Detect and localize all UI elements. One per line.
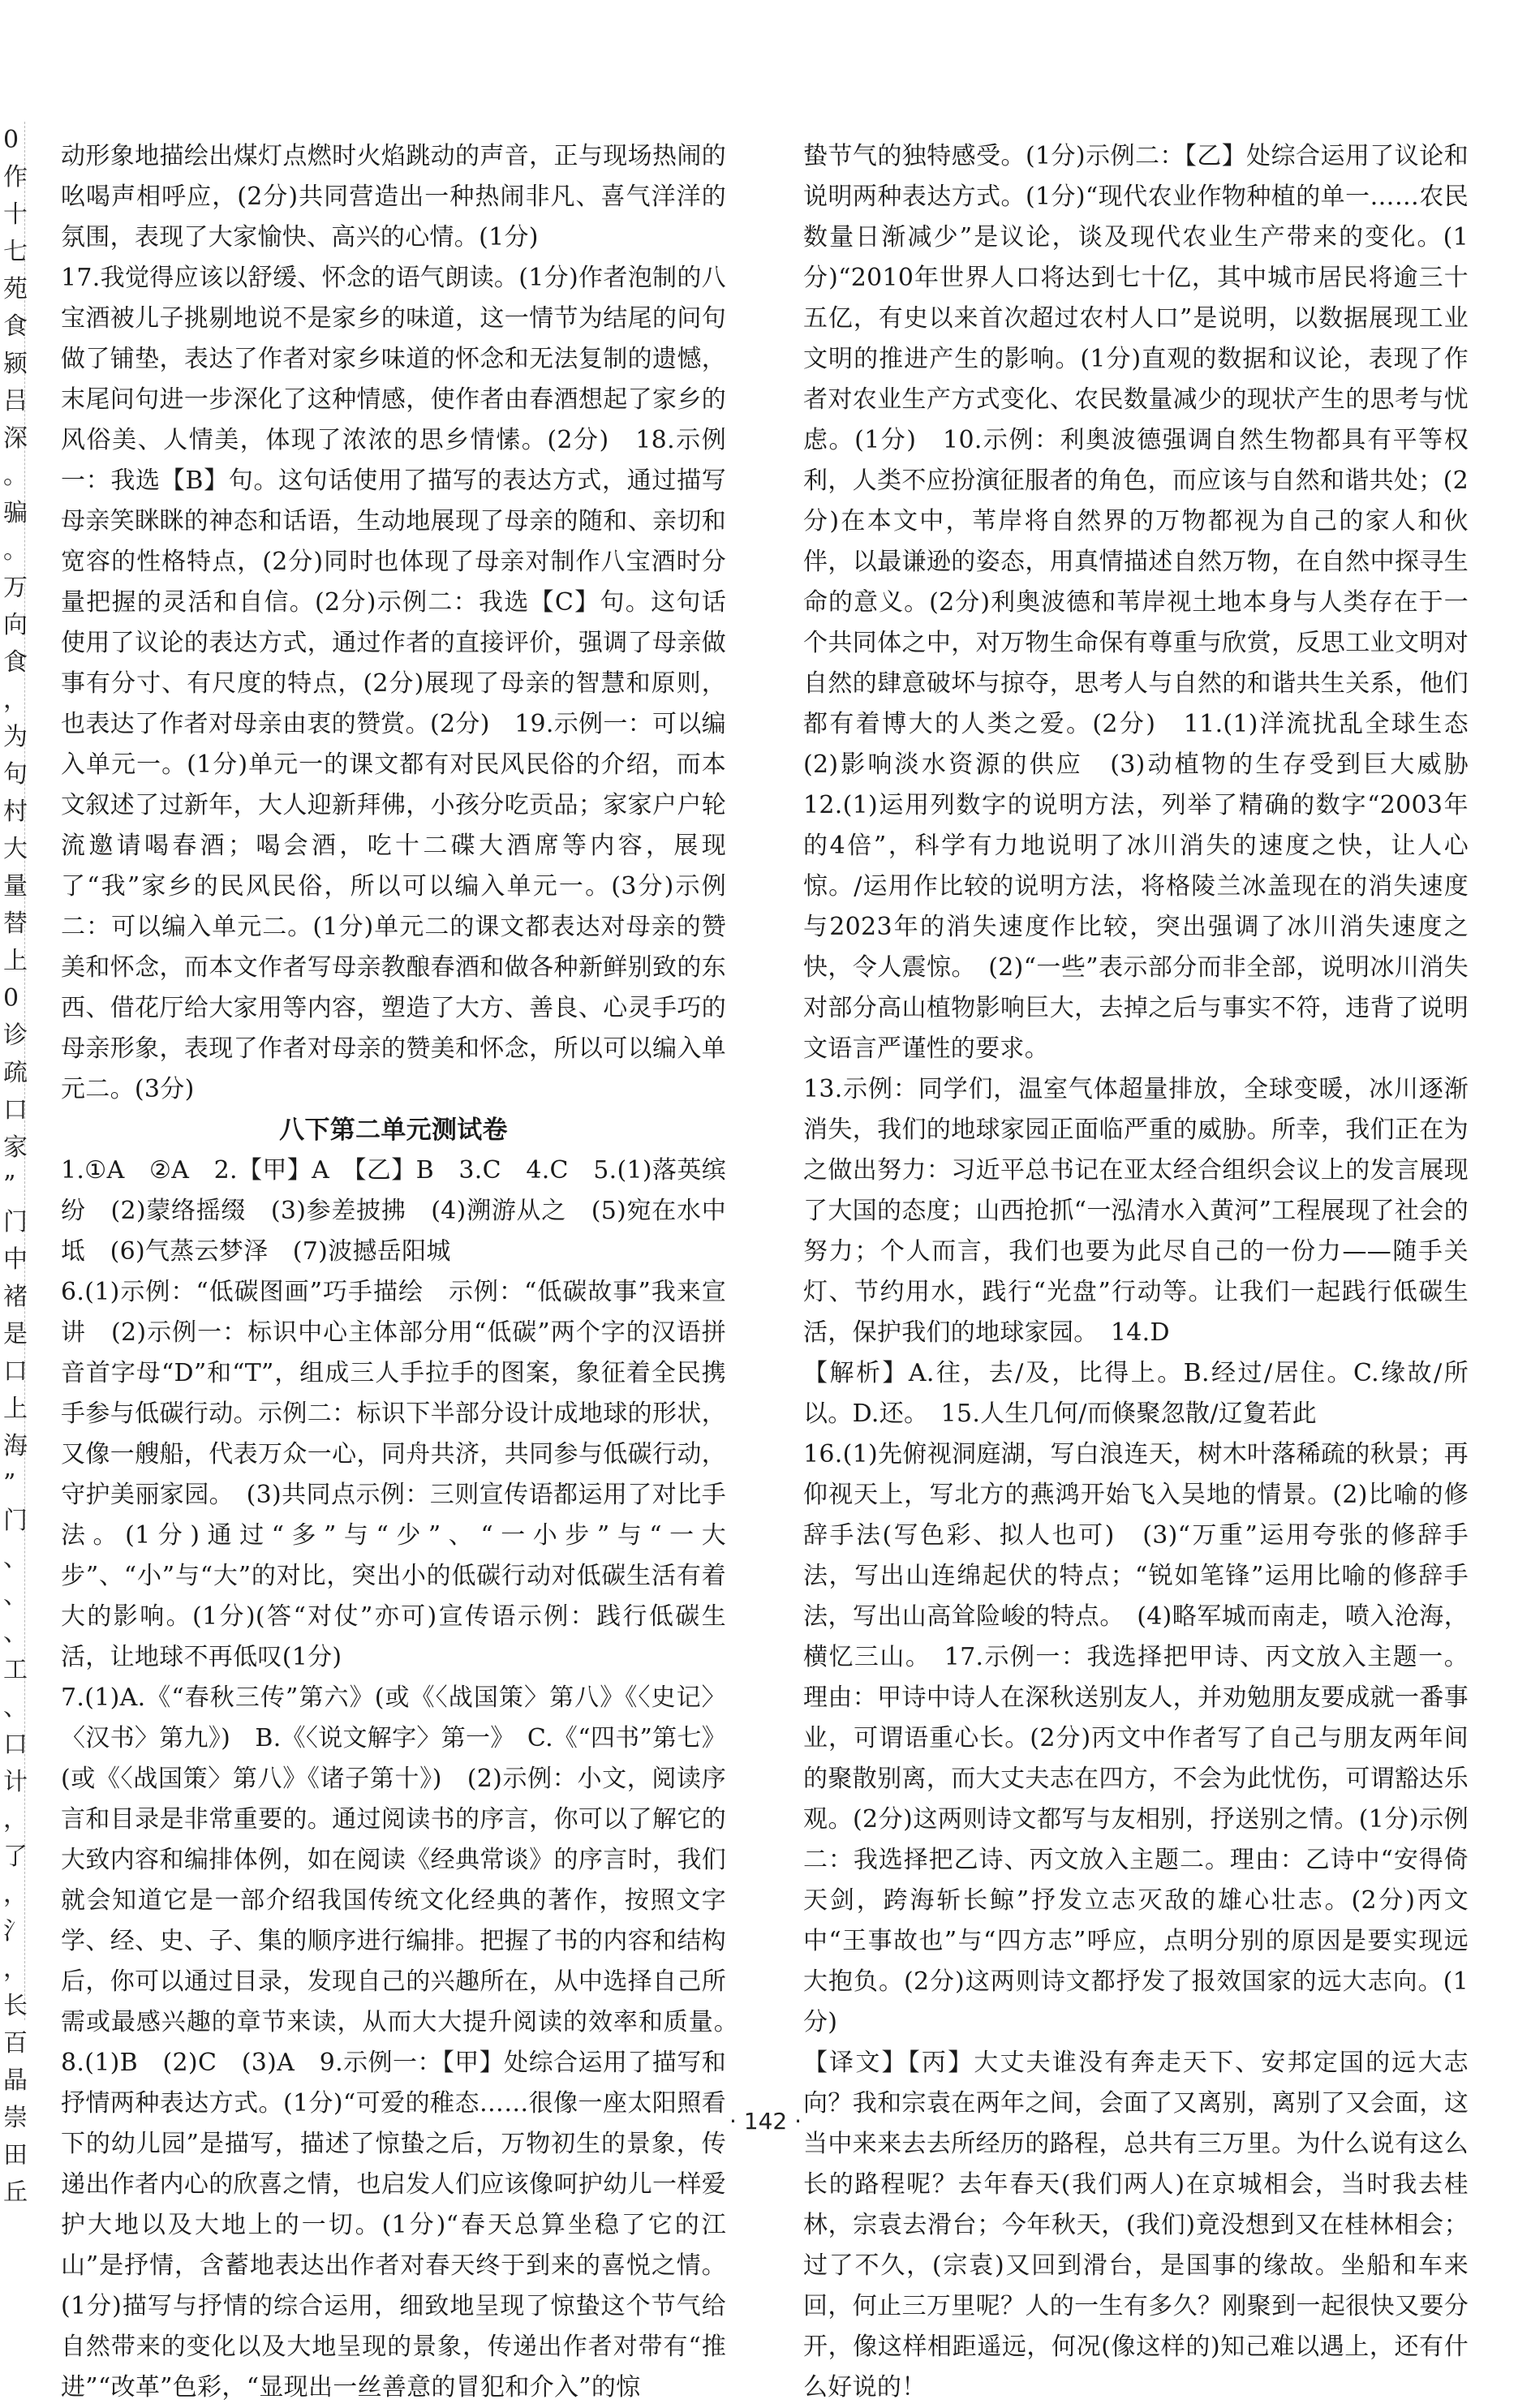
gutter-char: 崇 (3, 2104, 28, 2132)
gutter-char: 海 (3, 1432, 28, 1460)
answer-paragraph: 7.(1)A.《“春秋三传”第六》(或《〈战国策〉第八》《〈史记〉〈汉书〉第九》) B.《〈说文解字〉第一》 C.《“四书”第七》(或《〈战国策〉第八》《诸子第十》) (2)示例：小文，阅读序言和目录是非常重要的。通过阅读书的序言，你可以了解它的大致内容和编排体例，如在阅读《经典常谈》的序言时，我们就会知道它是一部介绍我国传统文化经典的著作，按照文字学、经、史、子、集的顺序进行编排。把握了书的内容和结构后，你可以通过目录，发现自己的兴趣所在，从中选择自己所需或最感兴趣的章节来读，从而大大提升阅读的效率和质量。 8.(1)B (2)C (3)A 9.示例一：【甲】处综合运用了描写和抒情两种表达方式。(1分)“可爱的稚态……很像一座太阳照看下的幼儿园”是描写，描述了惊蛰之后，万物初生的景象，传递出作者内心的欣喜之情，也启发人们应该像呵护幼儿一样爱护大地以及大地上的一切。(1分)“春天总算坐稳了它的江山”是抒情，含蓄地表达出作者对春天终于到来的喜悦之情。(1分)描写与抒情的综合运用，细致地呈现了惊蛰这个节气给自然带来的变化以及大地呈现的景象，传递出作者对带有“推进”“改革”色彩，“显现出一丝善意的冒犯和介入”的惊 (61, 1683, 751, 2402)
translation-paragraph: 【译文】【丙】大丈夫谁没有奔走天下、安邦定国的远大志向？我和宗袁在两年之间，会面了又离别，离别了又会面，这当中来来去去所经历的路程，总共有三万里。为什么说有这么长的路程呢？去年春天(我们两人)在京城相会，当时我去桂林，宗袁去滑台；今年秋天，(我们)竟没想到又在桂林相会；过了不久，(宗袁)又回到滑台，是国事的缘故。坐船和车来回，何止三万里呢？人的一生有多久？刚聚到一起很快又要分开，像这样相距遥远，何况(像这样的)知己难以遇上，还有什么好说的！ (803, 2049, 1469, 2402)
analysis-paragraph: 【解析】A.往，去/及，比得上。B.经过/居住。C.缘故/所以。D.还。 15.人生几何/而倏聚忽散/辽夐若此 (803, 1359, 1469, 1428)
gutter-char: 0 (3, 984, 19, 1013)
gutter-char: 、 (3, 1693, 28, 1722)
gutter-char: 、 (3, 1581, 28, 1610)
gutter-char: ， (3, 1805, 28, 1834)
gutter-char: 计 (3, 1768, 28, 1796)
answer-paragraph: 1.①A ②A 2.【甲】A 【乙】B 3.C 4.C 5.(1)落英缤纷 (2)蒙络摇缀 (3)参差披拂 (4)溯游从之 (5)宛在水中坻 (6)气蒸云梦泽 (7)波撼岳阳城 (61, 1156, 726, 1266)
gutter-char: 田 (3, 2141, 28, 2169)
gutter-char: 食 (3, 648, 28, 677)
gutter-char: 中 (3, 1245, 28, 1274)
gutter-char: 口 (3, 1731, 28, 1759)
gutter-char: 褚 (3, 1283, 28, 1311)
gutter-char: 量 (3, 872, 28, 901)
gutter-char: 了 (3, 1843, 28, 1871)
gutter-char: 门 (3, 1208, 28, 1236)
gutter-char: 工 (3, 1656, 28, 1684)
gutter-char: 长 (3, 1992, 28, 2020)
answer-paragraph: 蛰节气的独特感受。(1分)示例二：【乙】处综合运用了议论和说明两种表达方式。(1分)“现代农业作物种植的单一……农民数量日渐减少”是议论，谈及现代农业生产带来的变化。(1分)“2010年世界人口将达到七十亿，其中城市居民将逾三十五亿，有史以来首次超过农村人口”是说明，以数据展现工业文明的推进产生的影响。(1分)直观的数据和议论，表现了作者对农业生产方式变化、农民数量减少的现状产生的思考与忧虑。(1分) 10.示例：利奥波德强调自然生物都具有平等权利，人类不应扮演征服者的角色，而应该与自然和谐共处；(2分)在本文中，苇岸将自然界的万物都视为自己的家人和伙伴，以最谦逊的姿态，用真情描述自然万物，在自然中探寻生命的意义。(2分)利奥波德和苇岸视土地本身与人类存在于一个共同体之中，对万物生命保有尊重与欣赏，反思工业文明对自然的肆意破坏与掠夺，思考人与自然的和谐共生关系，他们都有着博大的人类之爱。(2分) 11.(1)洋流扰乱全球生态 (2)影响淡水资源的供应 (3)动植物的生存受到巨大威胁 12.(1)运用列数字的说明方法，列举了精确的数字“2003年的4倍”，科学有力地说明了冰川消失的速度之快，让人心惊。/运用作比较的说明方法，将格陵兰冰盖现在的消失速度与2023年的消失速度作比较，突出强调了冰川消失速度之快，令人震惊。 (2)“一些”表示部分而非全部，说明冰川消失对部分高山植物影响巨大，去掉之后与事实不符，违背了说明文语言严谨性的要求。 (803, 142, 1494, 1063)
gutter-char: 句 (3, 760, 28, 789)
gutter-char: ， (3, 686, 28, 714)
gutter-char: 十 (3, 200, 28, 229)
gutter-char: 。 (3, 462, 28, 490)
gutter-char: 村 (3, 798, 28, 826)
gutter-char: ， (3, 1880, 28, 1908)
gutter-char: 苑 (3, 275, 28, 303)
gutter-char: 。 (3, 536, 28, 565)
gutter-char: 家 (3, 1133, 28, 1162)
gutter-char: 门 (3, 1507, 28, 1535)
page-number: · 142 · (729, 2108, 802, 2135)
answer-paragraph: 17.我觉得应该以舒缓、怀念的语气朗读。(1分)作者泡制的八宝酒被儿子挑剔地说不是家乡的味道，这一情节为结尾的问句做了铺垫，表达了作者对家乡味道的怀念和无法复制的遗憾，末尾问句进一步深化了这种情感，使作者由春酒想起了家乡的风俗美、人情美，体现了浓浓的思乡情愫。(2分) 18.示例一：我选【B】句。这句话使用了描写的表达方式，通过描写母亲笑眯眯的神态和话语，生动地展现了母亲的随和、亲切和宽容的性格特点，(2分)同时也体现了母亲对制作八宝酒时分量把握的灵活和自信。(2分)示例二：我选【C】句。这句话使用了议论的表达方式，通过作者的直接评价，强调了母亲做事有分寸、有尺度的特点，(2分)展现了母亲的智慧和原则，也表达了作者对母亲由衷的赞赏。(2分) 19.示例一：可以编入单元一。(1分)单元一的课文都有对民风民俗的介绍，而本文叙述了过新年，大人迎新拜佛，小孩分吃贡品；家家户户轮流邀请喝春酒；喝会酒，吃十二碟大酒席等内容，展现了“我”家乡的民风民俗，所以可以编入单元一。(3分)示例二：可以编入单元二。(1分)单元二的课文都表达对母亲的赞美和怀念，而本文作者写母亲教酿春酒和做各种新鲜别致的东西、借花厅给大家用等内容，塑造了大方、善良、心灵手巧的母亲形象，表现了作者对母亲的赞美和怀念，所以可以编入单元二。(3分) (61, 264, 726, 1103)
gutter-char: 替 (3, 909, 28, 938)
gutter-char: 吕 (3, 387, 28, 415)
gutter-char: 口 (3, 1357, 28, 1386)
gutter-char: 大 (3, 835, 28, 863)
gutter-char: 上 (3, 1395, 28, 1423)
gutter-char: 深 (3, 424, 28, 453)
gutter-char: 、 (3, 1544, 28, 1572)
gutter-char: 万 (3, 574, 28, 602)
gutter-char: 颍 (3, 350, 28, 378)
answer-paragraph: 动形象地描绘出煤灯点燃时火焰跳动的声音，正与现场热闹的吆喝声相呼应，(2分)共同营造出一种热闹非凡、喜气洋洋的氛围，表现了大家愉快、高兴的心情。(1分) (61, 142, 726, 252)
gutter-char: 向 (3, 611, 28, 639)
answer-paragraph: 6.(1)示例：“低碳图画”巧手描绘 示例：“低碳故事”我来宣讲 (2)示例一：标识中心主体部分用“低碳”两个字的汉语拼音首字母“D”和“T”，组成三人手拉手的图案，象征着全民携手参与低碳行动。示例二：标识下半部分设计成地球的形状，又像一艘船，代表万众一心，同舟共济，共同参与低碳行动，守护美丽家园。 (3)共同点示例：三则宣传语都运用了对比手法。(1分)通过“多”与“少”、“一小步”与“一大步”、“小”与“大”的对比，突出小的低碳行动对低碳生活有着大的影响。(1分)(答“对仗”亦可)宣传语示例：践行低碳生活，让地球不再低叹(1分) (61, 1278, 726, 1671)
answer-paragraph: 13.示例：同学们，温室气体超量排放，全球变暖，冰川逐渐消失，我们的地球家园正面临严重的威胁。所幸，我们正在为之做出努力：习近平总书记在亚太经合组织会议上的发言展现了大国的态度；山西抢抓“一泓清水入黄河”工程展现了社会的努力；个人而言，我们也要为此尽自己的一份力——随手关灯、节约用水，践行“光盘”行动等。让我们一起践行低碳生活，保护我们的地球家园。 14.D (803, 1075, 1469, 1347)
left-gutter-strip (0, 122, 28, 2207)
gutter-char: 作 (3, 163, 28, 191)
gutter-char: 0 (3, 126, 19, 154)
gutter-char: 百 (3, 2029, 28, 2058)
section-title: 八下第二单元测试卷 (279, 1116, 508, 1145)
gutter-char: 骗 (3, 499, 28, 527)
gutter-char: 七 (3, 238, 28, 266)
left-column (61, 136, 751, 2408)
answer-paragraph: 16.(1)先俯视洞庭湖，写白浪连天，树木叶落稀疏的秋景；再仰视天上，写北方的燕鸿开始飞入吴地的情景。(2)比喻的修辞手法(写色彩、拟人也可) (3)“万重”运用夸张的修辞手法，写出山连绵起伏的特点；“锐如笔锋”运用比喻的修辞手法，写出山高耸险峻的特点。 (4)略军城而南走，喷入沧海，横忆三山。 17.示例一：我选择把甲诗、丙文放入主题一。理由：甲诗中诗人在深秋送别友人，并劝勉朋友要成就一番事业，可谓语重心长。(2分)丙文中作者写了自己与朋友两年间的聚散别离，而大丈夫志在四方，不会为此忧伤，可谓豁达乐观。(2分)这两则诗文都写与友相别，抒送别之情。(1分)示例二：我选择把乙诗、丙文放入主题二。理由：乙诗中“安得倚天剑，跨海斩长鲸”抒发立志灭敌的雄心壮志。(2分)丙文中“王事故也”与“四方志”呼应，点明分别的原因是要实现远大抱负。(2分)这两则诗文都抒发了报效国家的远大志向。(1分) (803, 1440, 1469, 2036)
right-column (803, 136, 1494, 2408)
gutter-char: ” (3, 1171, 16, 1199)
gutter-char: 晶 (3, 2066, 28, 2095)
gutter-char: 上 (3, 947, 28, 975)
gutter-char: 、 (3, 1619, 28, 1647)
gutter-char: ， (3, 1954, 28, 1983)
gutter-char: 疏 (3, 1059, 28, 1087)
gutter-char: 是 (3, 1320, 28, 1348)
gutter-char: 氵 (3, 1917, 28, 1946)
gutter-char: ” (3, 1469, 16, 1498)
gutter-char: 食 (3, 312, 28, 341)
gutter-char: 口 (3, 1096, 28, 1124)
gutter-char: 诊 (3, 1021, 28, 1050)
gutter-char: 为 (3, 723, 28, 751)
gutter-char: 丘 (3, 2178, 28, 2207)
